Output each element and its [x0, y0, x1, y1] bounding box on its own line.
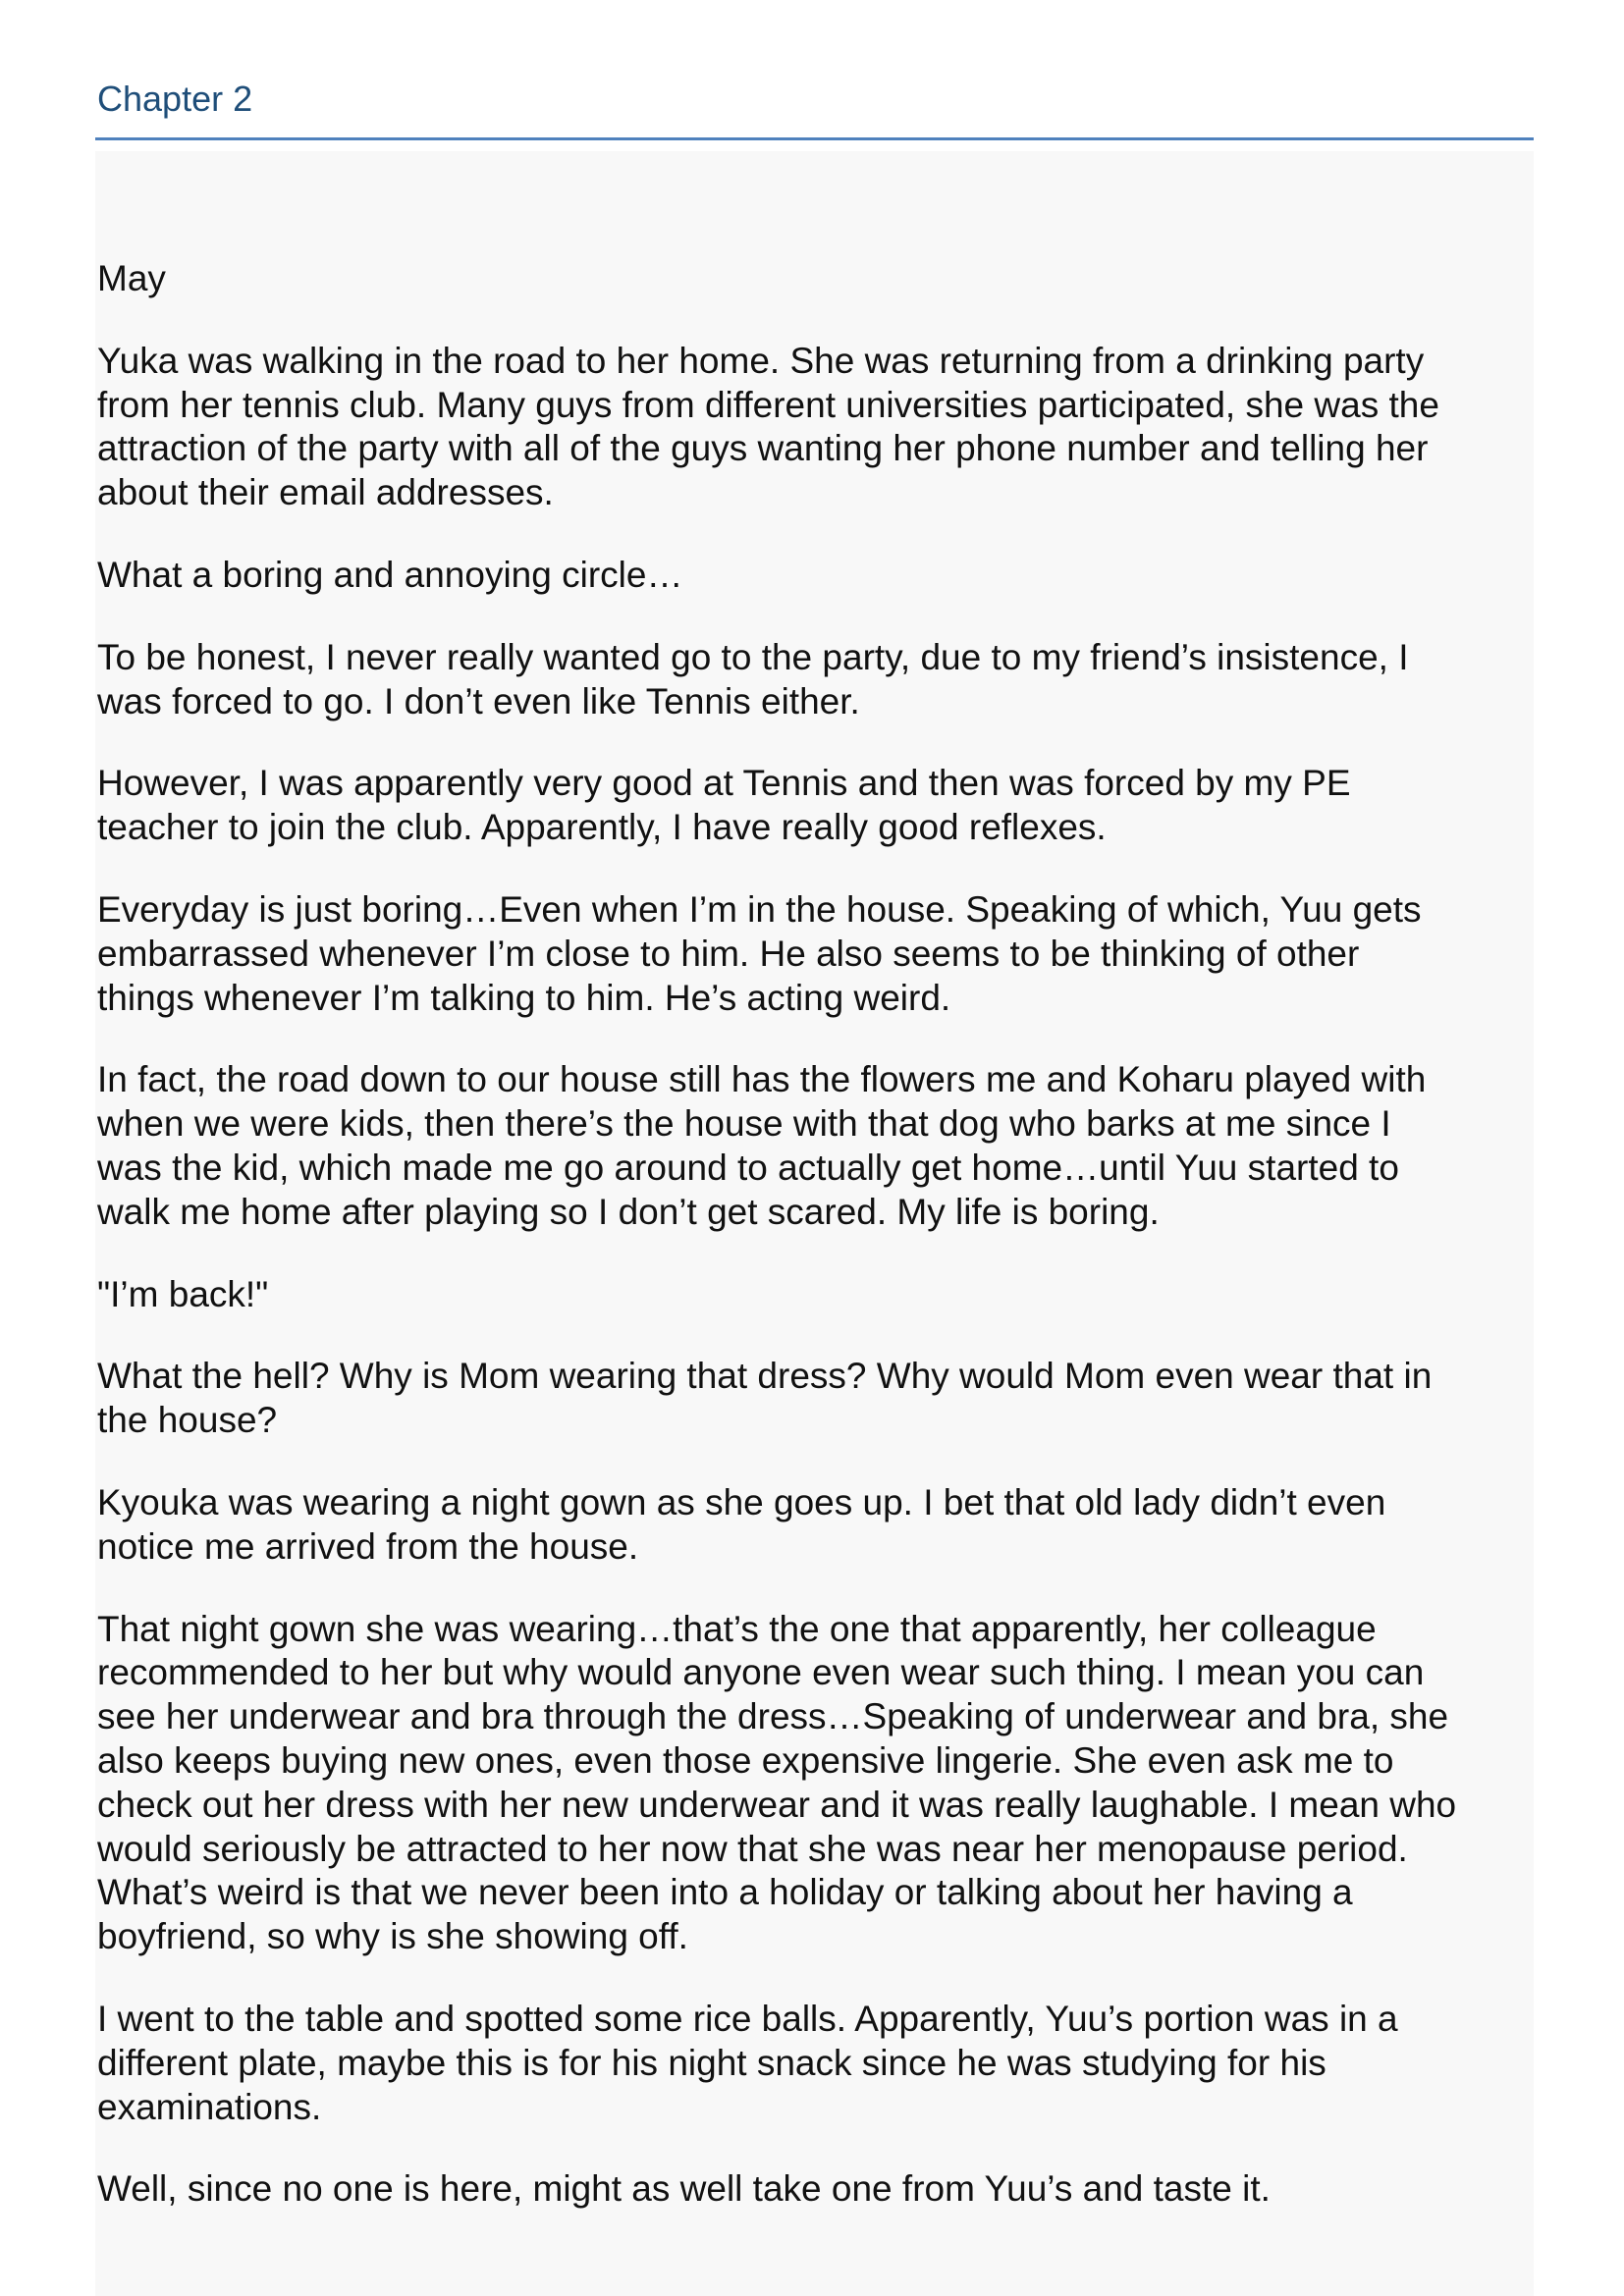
- paragraph: [97, 2167, 1541, 2212]
- paragraph: [97, 636, 1541, 724]
- text-line: also keeps buying new ones, even those expensive lingerie. She even ask me to: [97, 1739, 1394, 1781]
- text-line: Well, since no one is here, might as well take one from Yuu’s and taste it.: [97, 2168, 1271, 2210]
- paragraph: [97, 1273, 1541, 1317]
- text-line: see her underwear and bra through the dress…Speaking of underwear and bra, she: [97, 1696, 1449, 1737]
- paragraph: [97, 1481, 1541, 1570]
- chapter-header: [95, 77, 1534, 140]
- text-line: attraction of the party with all of the guys wanting her phone number and telling her: [97, 428, 1429, 469]
- text-line: boyfriend, so why is she showing off.: [97, 1916, 688, 1957]
- text-line: Yuka was walking in the road to her home. She was returning from a drinking party: [97, 340, 1425, 381]
- text-line: when we were kids, then there’s the house with that dog who barks at me since I: [97, 1103, 1391, 1145]
- text-line: What the hell? Why is Mom wearing that dress? Why would Mom even wear that in: [97, 1356, 1433, 1397]
- text-line: To be honest, I never really wanted go to the party, due to my friend’s insistence, I: [97, 636, 1409, 677]
- paragraph: [97, 888, 1541, 1020]
- text-line: What’s weird is that we never been into a holiday or talking about her having a: [97, 1872, 1353, 1913]
- paragraph: [97, 1998, 1541, 2129]
- paragraph: [97, 1058, 1541, 1234]
- paragraph: [97, 554, 1541, 598]
- text-line: notice me arrived from the house.: [97, 1525, 639, 1567]
- text-line: That night gown she was wearing…that’s the one that apparently, her colleague: [97, 1608, 1377, 1649]
- paragraph: [97, 1608, 1541, 1959]
- text-line: about their email addresses.: [97, 472, 554, 513]
- text-line: teacher to join the club. Apparently, I have really good reflexes.: [97, 807, 1107, 848]
- text-line: would seriously be attracted to her now that she was near her menopause period.: [97, 1828, 1408, 1869]
- text-line: I went to the table and spotted some rice balls. Apparently, Yuu’s portion was in a: [97, 1998, 1398, 2039]
- text-line: "I’m back!": [97, 1273, 269, 1314]
- text-line: from her tennis club. Many guys from different universities participated, she was the: [97, 384, 1439, 425]
- text-line: walk me home after playing so I don’t get scared. My life is boring.: [97, 1191, 1160, 1232]
- text-line: However, I was apparently very good at Tennis and then was forced by my PE: [97, 763, 1351, 804]
- text-line: Kyouka was wearing a night gown as she goes up. I bet that old lady didn’t even: [97, 1481, 1386, 1522]
- text-line: In fact, the road down to our house still has the flowers me and Koharu played with: [97, 1059, 1427, 1100]
- paragraph: [97, 1355, 1541, 1443]
- text-line: examinations.: [97, 2086, 322, 2127]
- text-line: embarrassed whenever I’m close to him. He also seems to be thinking of other: [97, 933, 1360, 974]
- paragraph: [97, 762, 1541, 850]
- text-line: What a boring and annoying circle…: [97, 554, 683, 595]
- text-line: check out her dress with her new underwear and it was really laughable. I mean who: [97, 1784, 1457, 1825]
- paragraph: [97, 257, 1541, 301]
- story-text: [97, 257, 1541, 2250]
- text-line: May: [97, 258, 166, 298]
- text-line: was the kid, which made me go around to actually get home…until Yuu started to: [97, 1147, 1399, 1188]
- text-line: Everyday is just boring…Even when I’m in the house. Speaking of which, Yuu gets: [97, 888, 1422, 930]
- text-line: things whenever I’m talking to him. He’s acting weird.: [97, 977, 951, 1018]
- text-line: was forced to go. I don’t even like Tennis either.: [97, 680, 860, 721]
- paragraph: [97, 340, 1541, 515]
- chapter-title: Chapter 2: [97, 79, 253, 119]
- text-line: the house?: [97, 1400, 278, 1441]
- text-line: different plate, maybe this is for his night snack since he was studying for his: [97, 2042, 1326, 2083]
- text-line: recommended to her but why would anyone even wear such thing. I mean you can: [97, 1652, 1425, 1693]
